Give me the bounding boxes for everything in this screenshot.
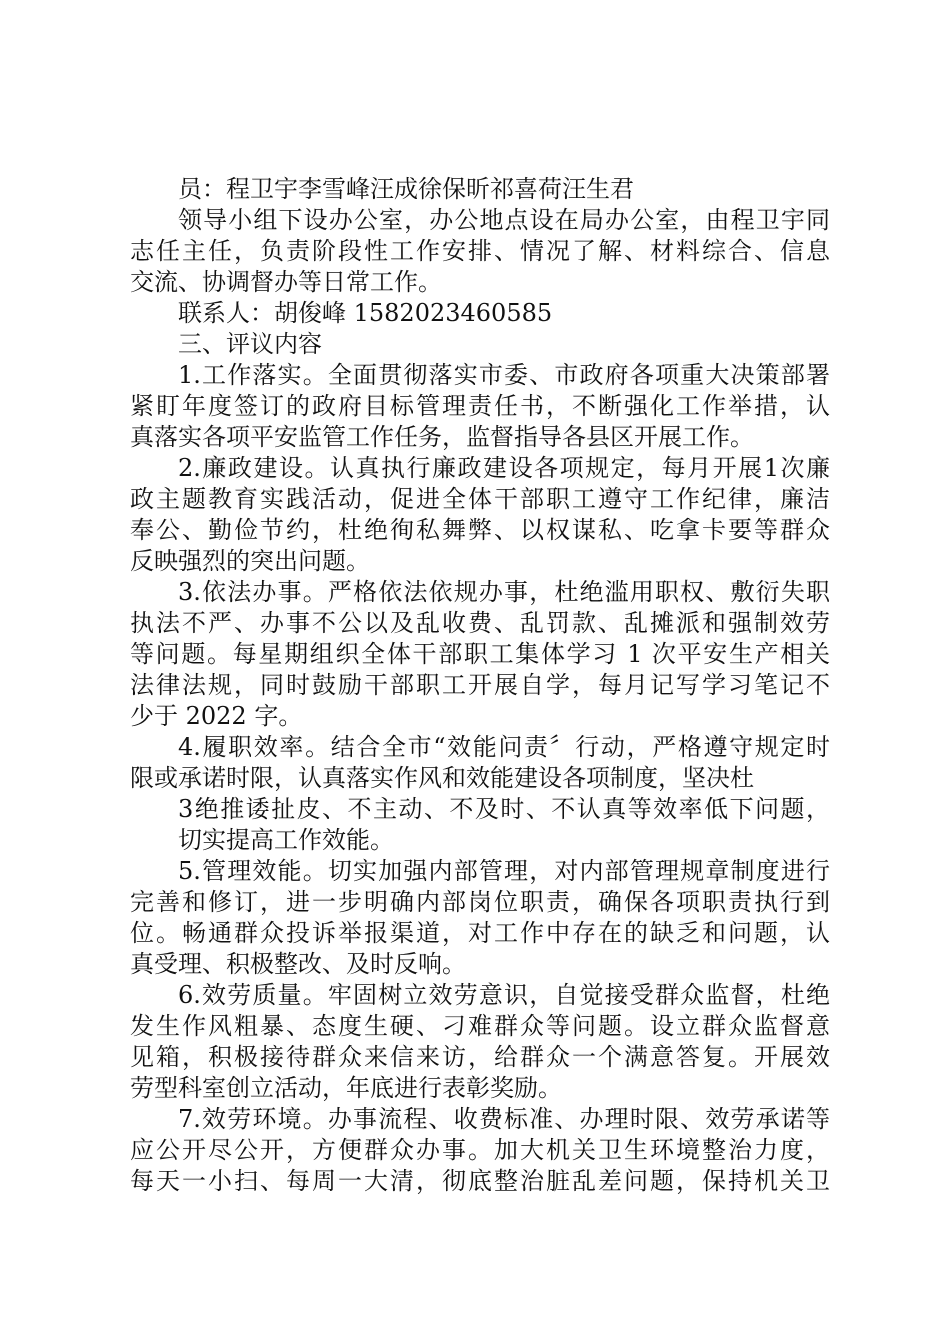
text-line: 少于 2022 字。 xyxy=(130,702,303,730)
text-line: 位。畅通群众投诉举报渠道，对工作中存在的缺乏和问题，认 xyxy=(130,919,830,947)
text-line: 政主题教育实践活动，促进全体干部职工遵守工作纪律，廉洁 xyxy=(130,485,830,513)
text-line: 应公开尽公开，方便群众办事。加大机关卫生环境整治力度， xyxy=(130,1136,830,1164)
text-line: 志任主任，负责阶段性工作安排、情况了解、材料综合、信息 xyxy=(130,237,830,265)
text-line: 联系人：胡俊峰 1582023460585 xyxy=(178,299,553,327)
text-line: 三、评议内容 xyxy=(178,330,322,358)
text-line: 法律法规，同时鼓励干部职工开展自学，每月记写学习笔记不 xyxy=(130,671,830,699)
text-line: 切实提高工作效能。 xyxy=(178,826,394,854)
text-line: 每天一小扫、每周一大清，彻底整治脏乱差问题，保持机关卫 xyxy=(130,1167,830,1195)
text-line: 限或承诺时限，认真落实作风和效能建设各项制度，坚决杜 xyxy=(130,764,754,792)
text-line: 真受理、积极整改、及时反响。 xyxy=(130,950,466,978)
text-line: 发生作风粗暴、态度生硬、刁难群众等问题。设立群众监督意 xyxy=(130,1012,830,1040)
text-line: 真落实各项平安监管工作任务，监督指导各县区开展工作。 xyxy=(130,423,754,451)
text-line: 交流、协调督办等日常工作。 xyxy=(130,268,442,296)
text-line: 4.履职效率。结合全市“效能问责〞行动，严格遵守规定时 xyxy=(178,733,830,761)
text-line: 5.管理效能。切实加强内部管理，对内部管理规章制度进行 xyxy=(178,857,830,885)
document-body xyxy=(130,174,830,1197)
text-line: 紧盯年度签订的政府目标管理责任书，不断强化工作举措，认 xyxy=(130,392,830,420)
text-line: 3绝推诿扯皮、不主动、不及时、不认真等效率低下问题， xyxy=(178,795,830,823)
text-line: 1.工作落实。全面贯彻落实市委、市政府各项重大决策部署 xyxy=(178,361,830,389)
text-line: 反映强烈的突出问题。 xyxy=(130,547,370,575)
text-line: 员：程卫宇李雪峰汪成徐保昕祁喜荷汪生君 xyxy=(178,175,634,203)
text-line: 奉公、勤俭节约，杜绝徇私舞弊、以权谋私、吃拿卡要等群众 xyxy=(130,516,830,544)
text-line: 2.廉政建设。认真执行廉政建设各项规定，每月开展1次廉 xyxy=(178,454,830,482)
text-line: 3.依法办事。严格依法依规办事，杜绝滥用职权、敷衍失职 xyxy=(178,578,830,606)
text-line: 完善和修订，进一步明确内部岗位职责，确保各项职责执行到 xyxy=(130,888,830,916)
text-line: 劳型科室创立活动，年底进行表彰奖励。 xyxy=(130,1074,562,1102)
text-line: 7.效劳环境。办事流程、收费标准、办理时限、效劳承诺等 xyxy=(178,1105,830,1133)
text-line: 等问题。每星期组织全体干部职工集体学习 1 次平安生产相关 xyxy=(130,640,830,668)
text-line: 领导小组下设办公室，办公地点设在局办公室，由程卫宇同 xyxy=(178,206,830,234)
document-page xyxy=(130,174,830,1197)
text-line: 执法不严、办事不公以及乱收费、乱罚款、乱摊派和强制效劳 xyxy=(130,609,830,637)
text-line: 6.效劳质量。牢固树立效劳意识，自觉接受群众监督，杜绝 xyxy=(178,981,830,1009)
text-line: 见箱，积极接待群众来信来访，给群众一个满意答复。开展效 xyxy=(130,1043,830,1071)
